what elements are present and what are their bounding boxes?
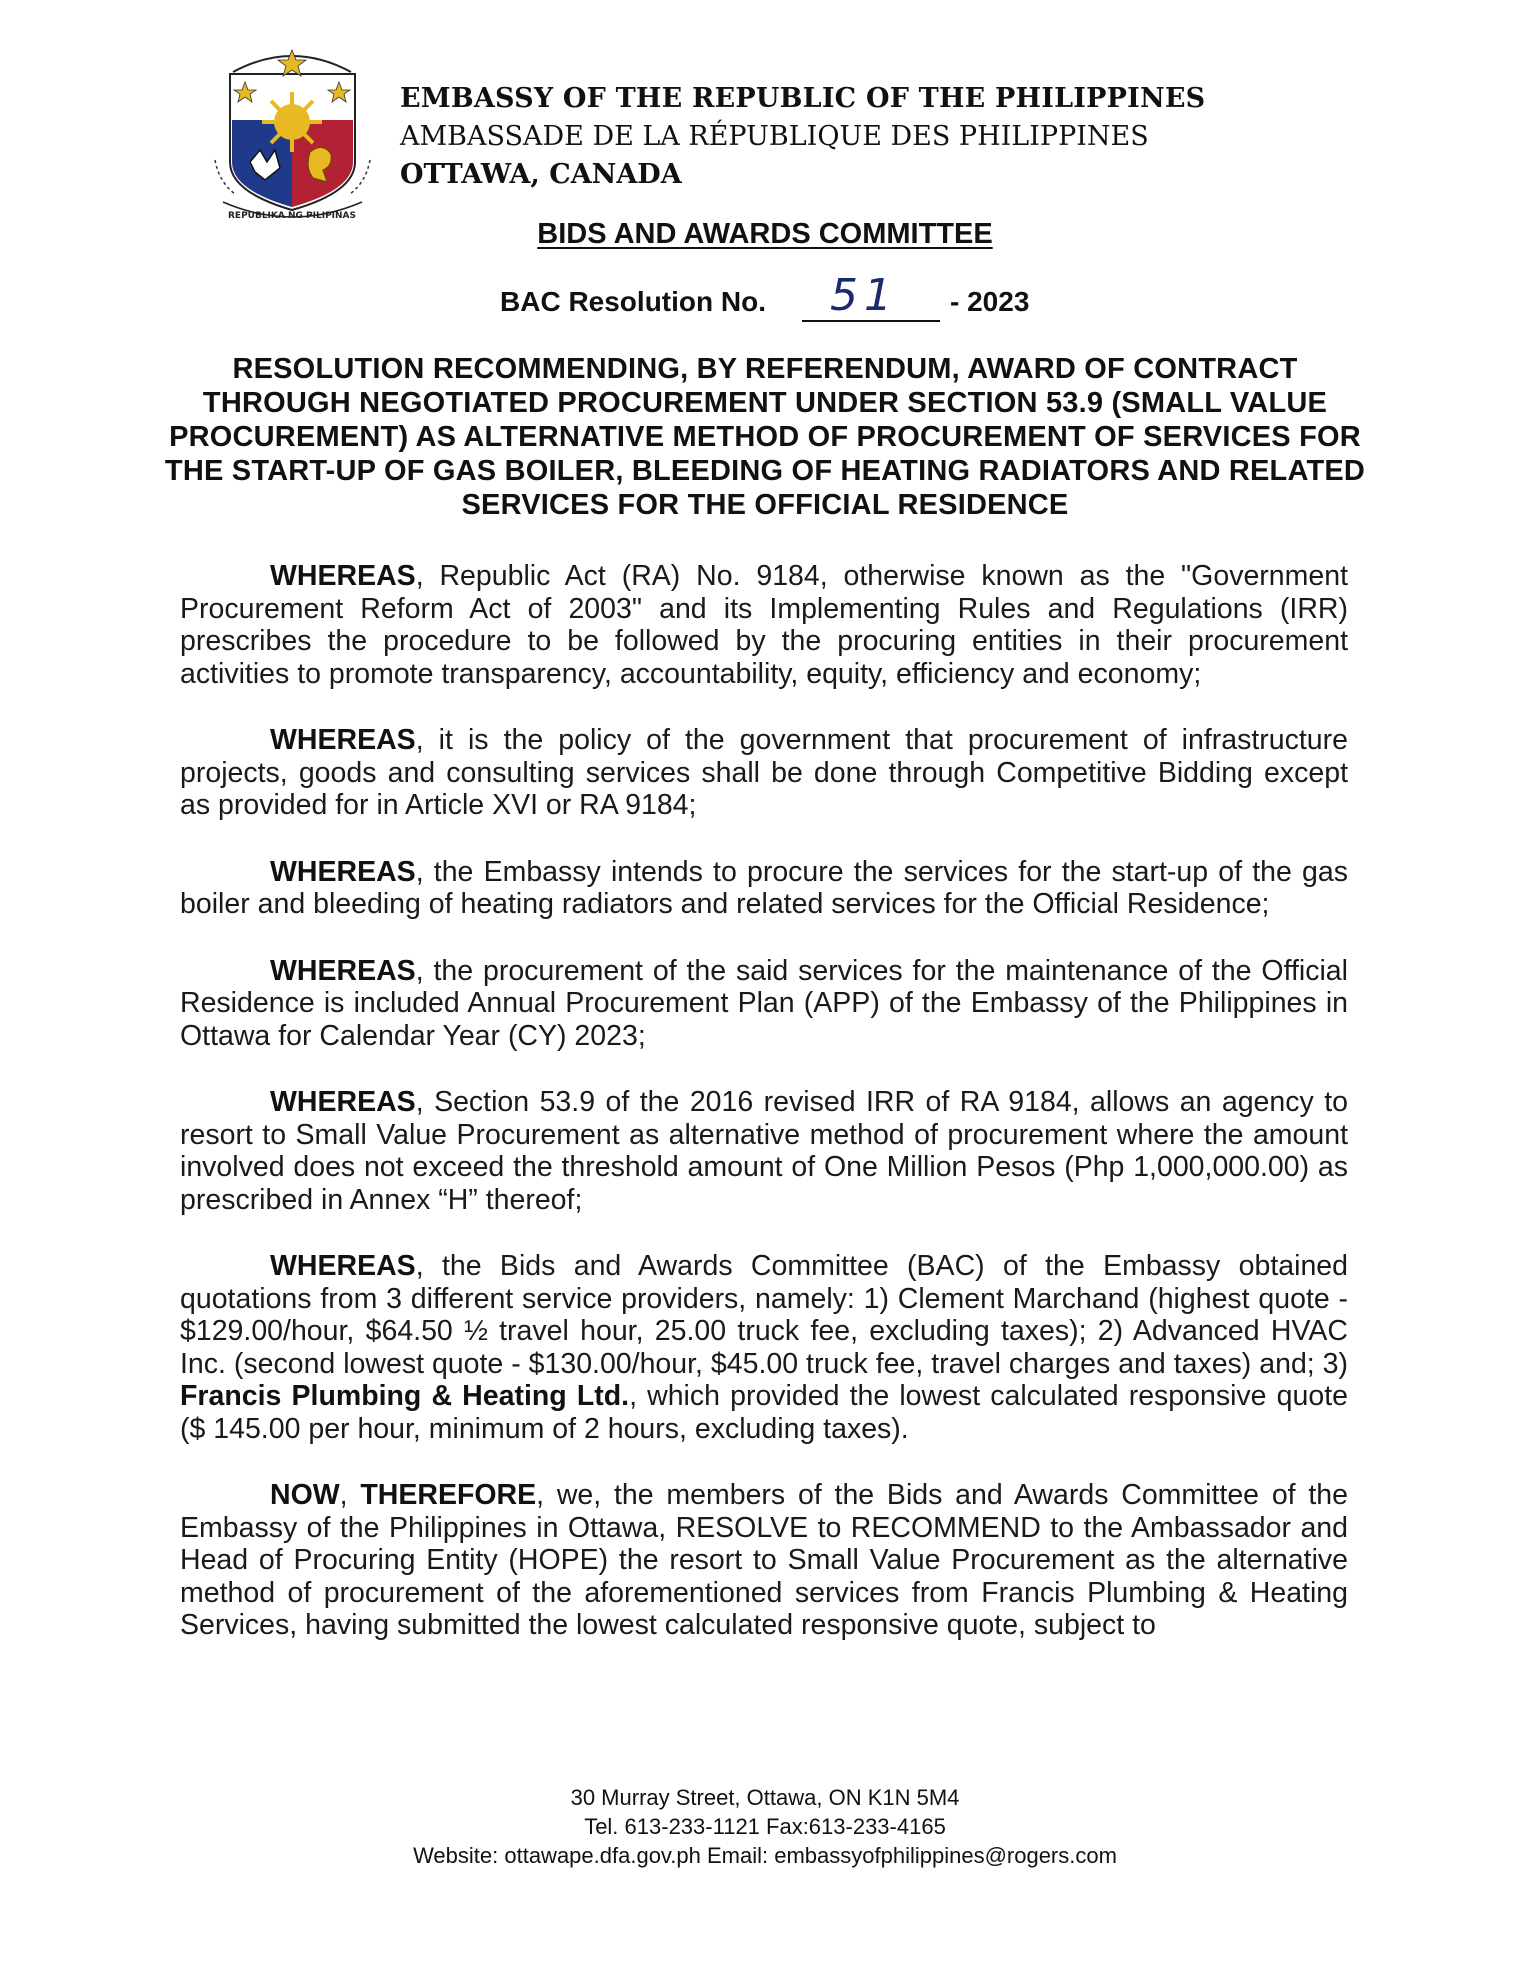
paragraph-lead: WHEREAS [270,1250,416,1282]
paragraph-lead-therefore: THEREFORE [360,1479,537,1511]
winning-bidder-name: Francis Plumbing & Heating Ltd. [180,1380,630,1412]
page-footer [0,1783,1530,1870]
seal-scroll-text: REPUBLIKA NG PILIPINAS [227,211,357,221]
paragraph-text: , it is the policy of the government that procurement of infrastructure projects, goods and consulting services shall be done through Competitive Bidding except as provided for in Article XVI or RA 9184; [180,724,1348,821]
resolution-title: RESOLUTION RECOMMENDING, BY REFERENDUM, AWARD OF CONTRACT THROUGH NEGOTIATED PROCUREMENT UNDER SECTION 53.9 (SMALL VALUE PROCUREMENT) AS ALTERNATIVE METHOD OF PROCUREMENT OF SERVICES FOR THE START-UP OF GAS BOILER, BLEEDING OF HEATING RADIATORS AND RELATED SERVICES FOR THE OFFICIAL RESIDENCE [164,353,1366,521]
paragraph-lead-now: NOW [270,1479,340,1511]
paragraph-4 [180,955,1348,1053]
embassy-name-french: AMBASSADE DE LA RÉPUBLIQUE DES PHILIPPINES [400,121,1149,152]
paragraph-6 [180,1250,1348,1445]
resolution-year: - 2023 [950,286,1030,317]
paragraph-5 [180,1086,1348,1216]
philippine-seal-logo [205,42,380,222]
paragraph-text-cont: , which provided the lowest calculated responsive quote ($ 145.00 per hour, minimum of 2 hours, excluding taxes). [180,1380,1348,1445]
embassy-name-english: EMBASSY OF THE REPUBLIC OF THE PHILIPPINES [400,83,1206,114]
paragraph-lead: WHEREAS [270,560,416,592]
paragraph-7 [180,1479,1348,1642]
paragraph-text: , the Bids and Awards Committee (BAC) of the Embassy obtained quotations from 3 different service providers, namely: 1) Clement Marchand (highest quote - $129.00/hour, $64.50 ½ travel hour, 25.00 truck fee, excluding taxes); 2) Advanced HVAC Inc. (second lowest quote - $130.00/hour, $45.00 truck fee, travel charges and taxes) and; 3) [180,1250,1348,1380]
embassy-city: OTTAWA, CANADA [400,159,682,190]
paragraph-1 [180,560,1348,690]
paragraph-text: , the Embassy intends to procure the services for the start-up of the gas boiler and bleeding of heating radiators and related services for the Official Residence; [180,855,1348,920]
paragraph-lead: WHEREAS [270,724,416,756]
footer-address: 30 Murray Street, Ottawa, ON K1N 5M4 [570,1785,960,1810]
paragraph-lead: WHEREAS [270,1086,416,1118]
resolution-number-handwritten: 51 [830,270,898,321]
paragraph-sep: , [339,1479,361,1511]
committee-heading: BIDS AND AWARDS COMMITTEE [537,218,993,250]
paragraph-3 [180,856,1348,921]
letterhead [400,80,1205,194]
paragraph-lead: WHEREAS [270,954,416,987]
paragraph-text: , Republic Act (RA) No. 9184, otherwise known as the "Government Procurement Reform Act of 2003" and its Implementing Rules and Regulations (IRR) prescribes the procedure to be followed by the procuring entities in their procurement activities to promote transparency, accountability, equity, efficiency and economy; [180,560,1348,690]
paragraph-text: , we, the members of the Bids and Awards Committee of the Embassy of the Philippines in Ottawa, RESOLVE to RECOMMEND to the Ambassador and Head of Procuring Entity (HOPE) the resort to Small Value Procurement as the alternative method of procurement of the aforementioned services from Francis Plumbing & Heating Services, having submitted the lowest calculated responsive quote, subject to [180,1479,1348,1641]
paragraph-text: , the procurement of the said services for the maintenance of the Official Residence is included Annual Procurement Plan (APP) of the Embassy of the Philippines in Ottawa for Calendar Year (CY) 2023; [180,954,1348,1052]
footer-phone: Tel. 613-233-1121 Fax:613-233-4165 [584,1814,946,1839]
paragraph-2 [180,724,1348,822]
paragraph-text: , Section 53.9 of the 2016 revised IRR of RA 9184, allows an agency to resort to Small Value Procurement as alternative method of procurement where the amount involved does not exceed the threshold amount of One Million Pesos (Php 1,000,000.00) as prescribed in Annex “H” thereof; [180,1086,1348,1216]
paragraph-lead: WHEREAS [270,855,416,888]
resolution-label: BAC Resolution No. [500,286,766,317]
footer-web-email: Website: ottawape.dfa.gov.ph Email: embassyofphilippines@rogers.com [413,1843,1117,1868]
document-body [180,560,1348,1676]
